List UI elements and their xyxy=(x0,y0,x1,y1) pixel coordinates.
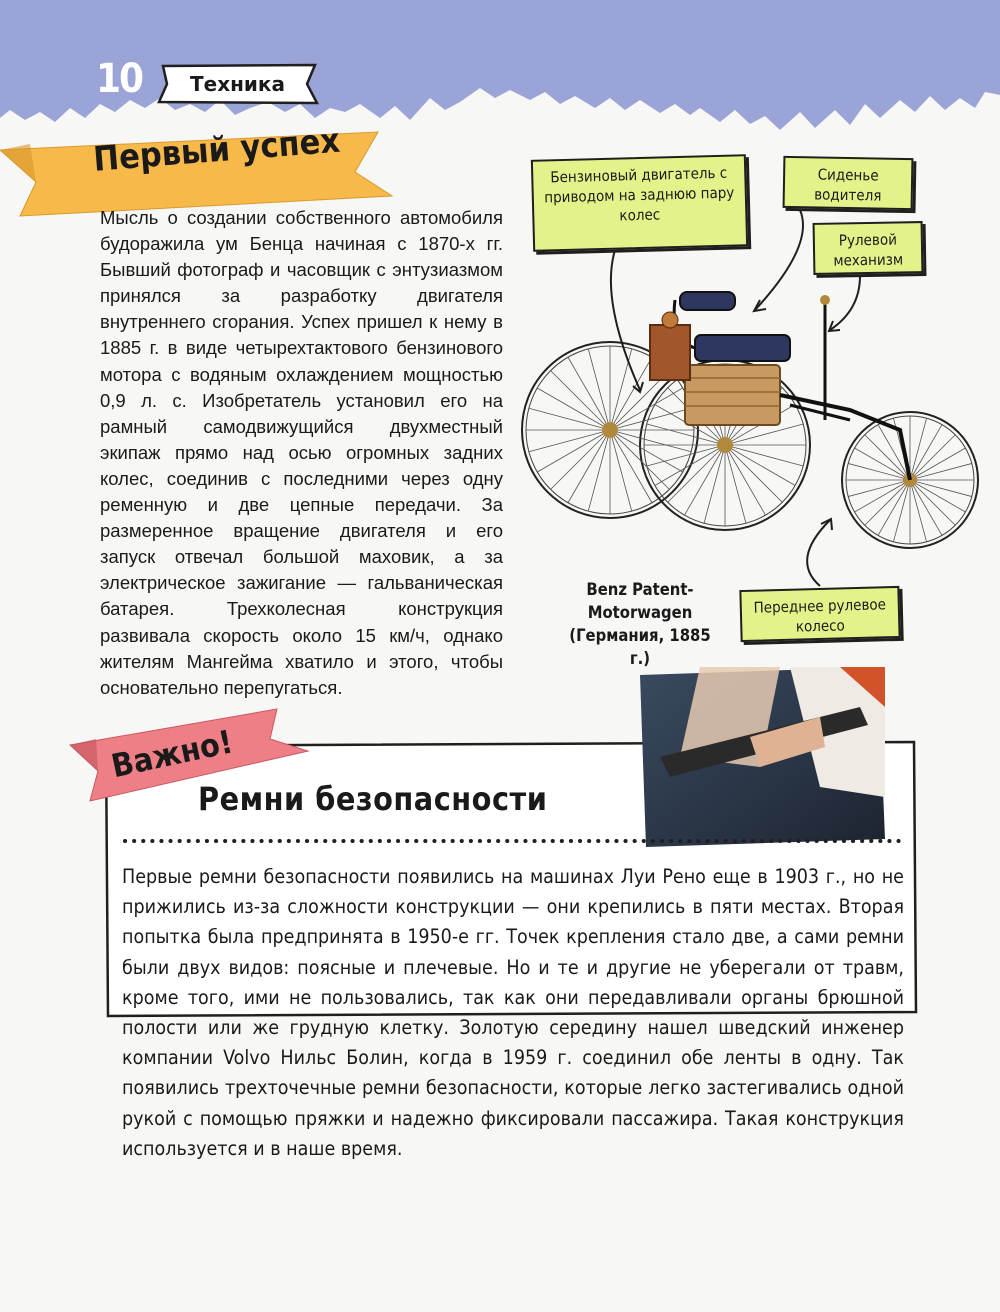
callout-steering: Рулевой механизм xyxy=(813,221,924,275)
section-title: Первый успех xyxy=(92,120,342,180)
callout-engine: Бензиновый двигатель с приводом на заднюю пару колес xyxy=(531,154,748,252)
dotted-divider xyxy=(122,838,902,844)
important-ribbon-label: Важно! xyxy=(108,722,237,786)
section-tag-label: Техника xyxy=(189,72,285,96)
callout-seat: Сиденье водителя xyxy=(783,156,914,210)
page-number: 10 xyxy=(96,56,143,102)
benz-motorwagen-illustration xyxy=(520,270,990,570)
intro-paragraph: Мысль о создании собственного автомобиля будоражила ум Бенца начиная с 1870-х гг. Бывший фотограф и часовщик с энтузиазмом принялся за разработку двигателя внутреннего сгорания. Успех пришел к нему в 1885 г. в виде четырехтактового бензинового мотора с водяным охлаждением мощностью 0,9 л. с. Изобретатель установил его на рамный самодвижущийся двухместный экипаж прямо над осью огромных задних колес, соединив с последними через одну ременную и две цепные передачи. За размеренное вращение двигателя и его запуск отвечал большой маховик, а за электрическое зажигание — гальваническая батарея. Трехколесная конструкция развивала скорость около 15 км/ч, однако жителям Мангейма хватило и этого, чтобы основательно перепугаться. xyxy=(100,207,503,698)
section-tag xyxy=(155,63,320,105)
important-title: Ремни безопасности xyxy=(198,780,548,818)
important-paragraph: Первые ремни безопасности появились на машинах Луи Рено еще в 1903 г., но не прижились из-за сложности конструкции — они крепились в пяти местах. Вторая попытка была предпринята в 1950-е гг. Точек крепления стало две, а сами ремни были двух видов: поясные и плечевые. Но и те и другие не уберегали от травм, кроме того, ими не пользовались, так как они передавливали органы брюшной полости или же грудную клетку. Золотую середину нашел шведский инженер компании Volvo Нильс Болин, когда в 1959 г. соединил обе ленты в одну. Так появились трехточечные ремни безопасности, которые легко застегивались одной рукой с помощью пряжки и надежно фиксировали пассажира. Такая конструкция используется и в наше время. xyxy=(122,865,904,1160)
car-caption: Benz Patent-Motorwagen (Германия, 1885 г.) xyxy=(569,580,711,668)
callout-front-wheel: Переднее рулевое колесо xyxy=(739,586,900,642)
seatbelt-photo xyxy=(640,667,885,847)
